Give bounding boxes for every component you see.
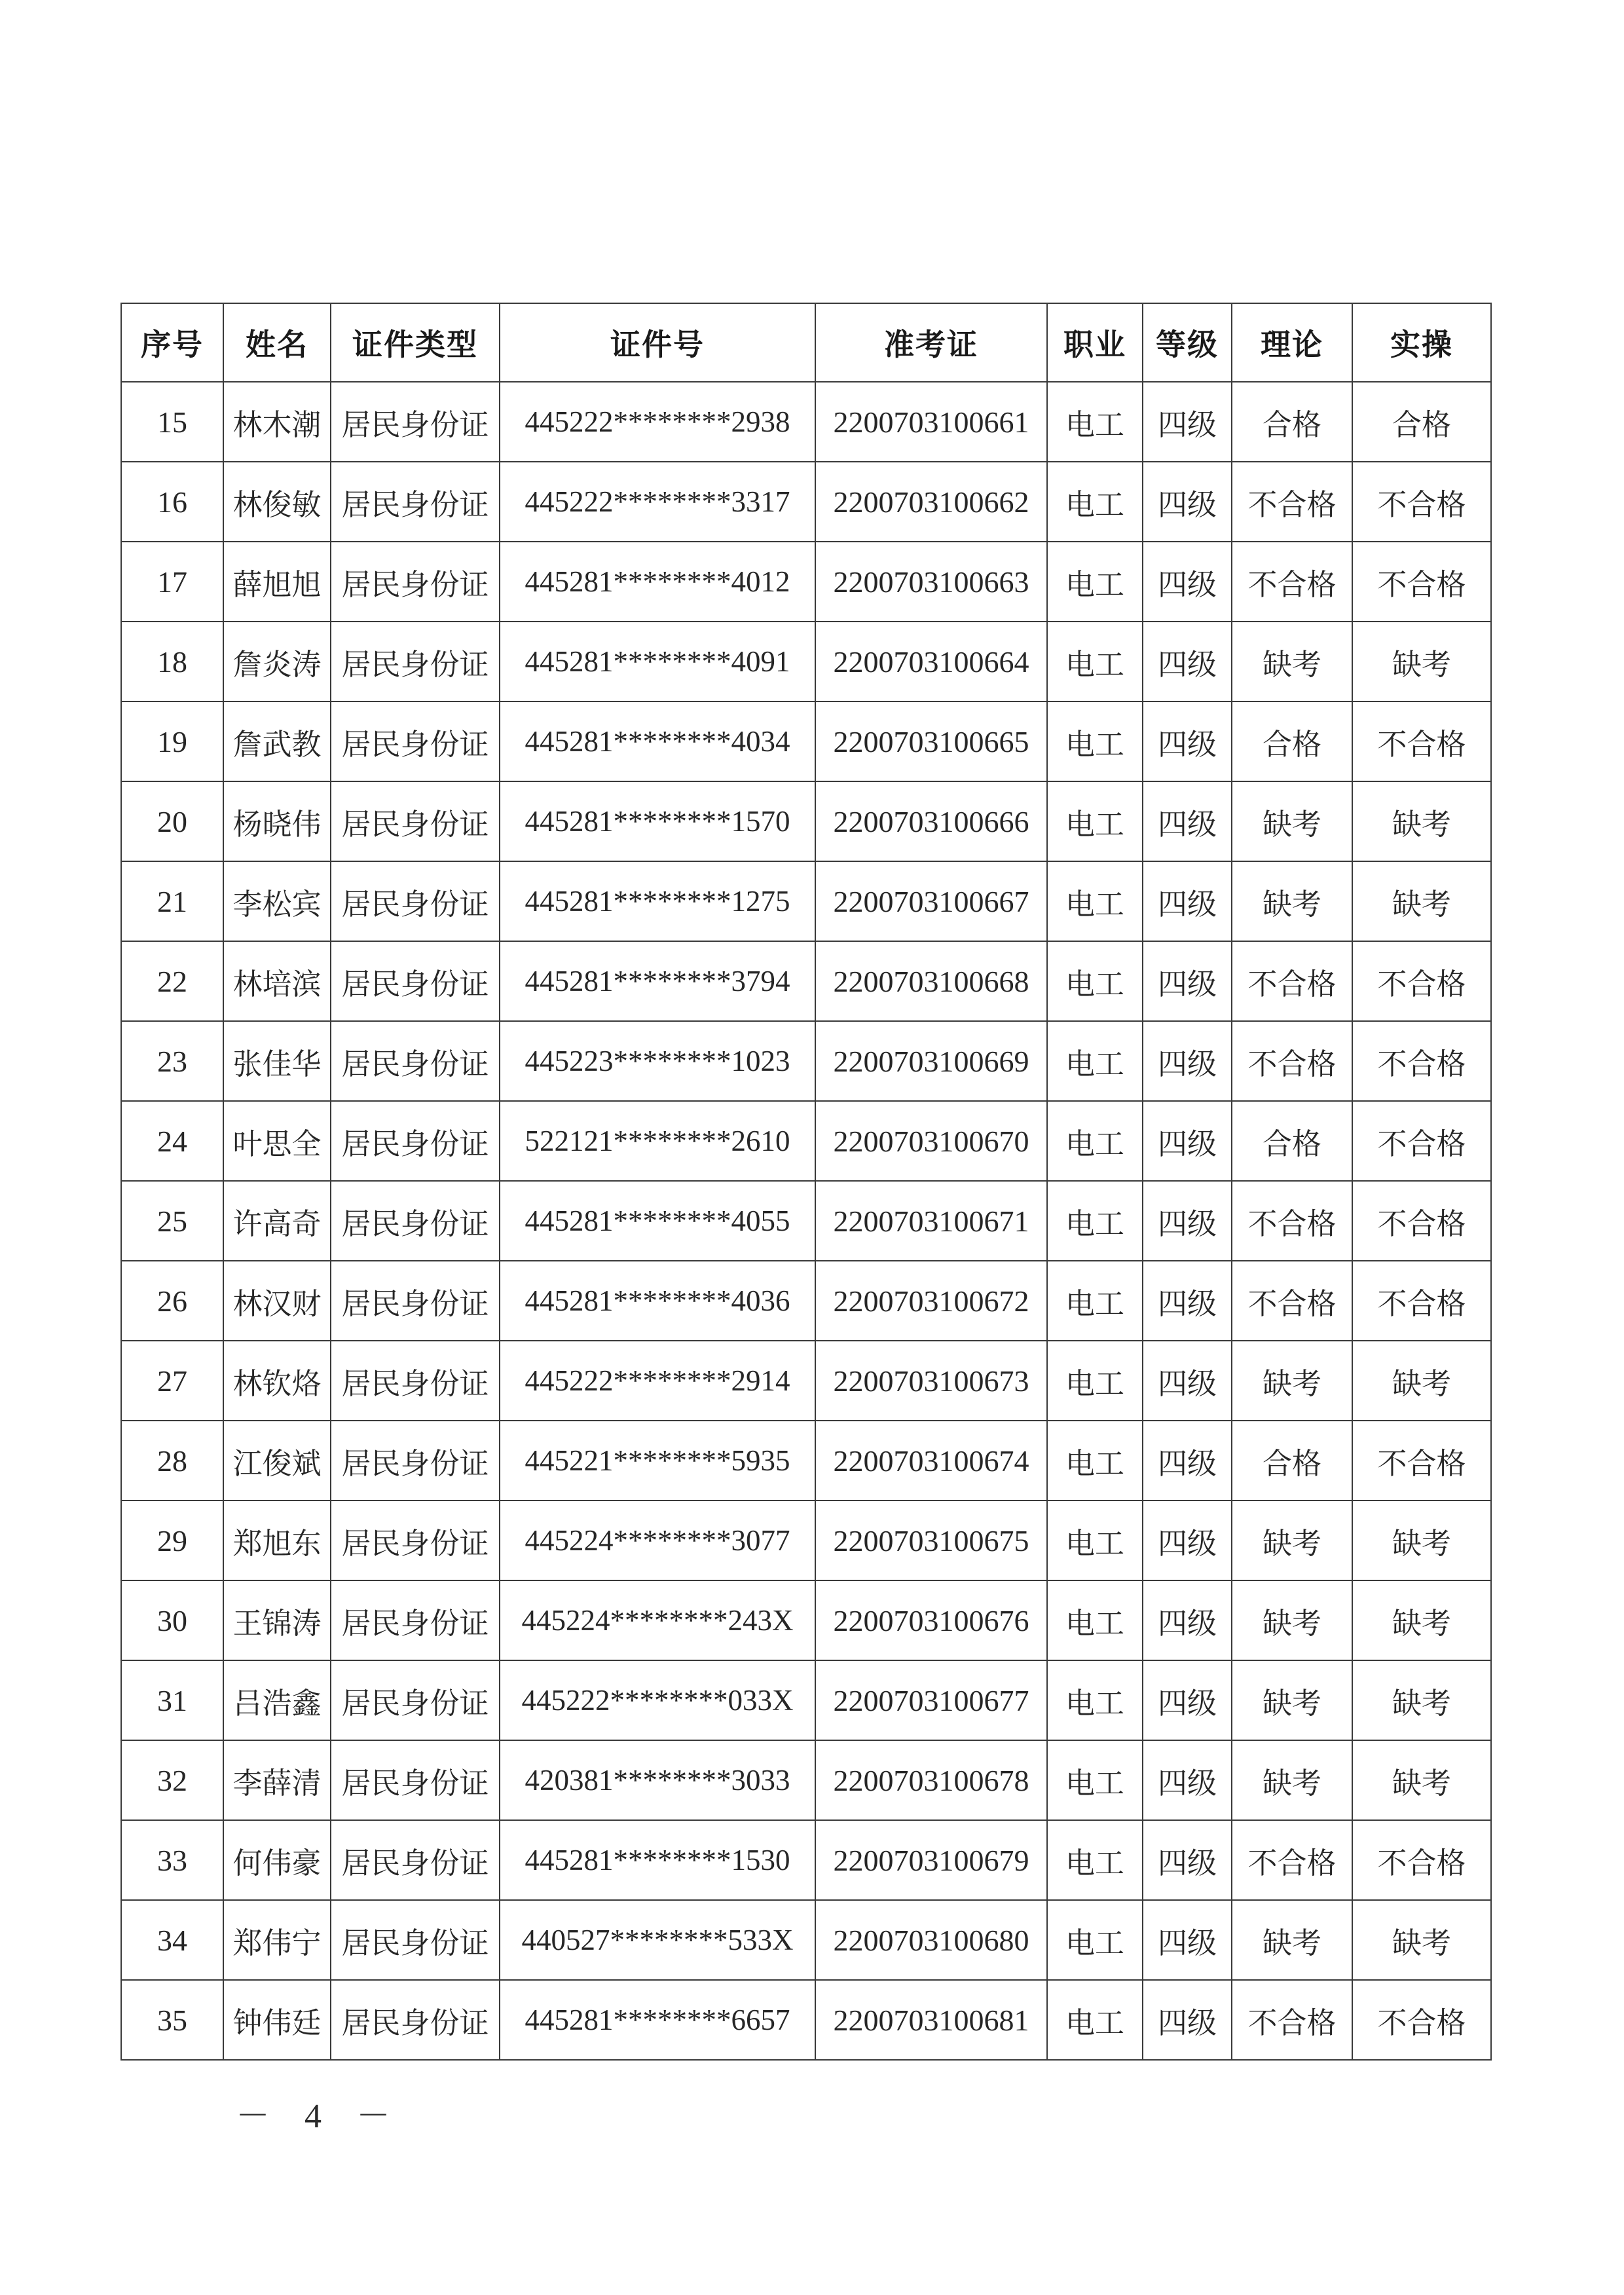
cell-seq: 27 <box>121 1341 223 1421</box>
header-occupation: 职业 <box>1047 303 1143 382</box>
cell-seq: 34 <box>121 1900 223 1980</box>
cell-level: 四级 <box>1143 1421 1232 1501</box>
cell-ticket: 2200703100669 <box>815 1021 1047 1101</box>
cell-seq: 24 <box>121 1101 223 1181</box>
table-row <box>121 1580 1491 1660</box>
table-row <box>121 1181 1491 1261</box>
cell-practice: 不合格 <box>1352 1101 1491 1181</box>
table-row <box>121 1421 1491 1501</box>
cell-ticket: 2200703100680 <box>815 1900 1047 1980</box>
cell-level: 四级 <box>1143 1900 1232 1980</box>
cell-occupation: 电工 <box>1047 1021 1143 1101</box>
table-row <box>121 941 1491 1021</box>
cell-practice: 不合格 <box>1352 1261 1491 1341</box>
cell-seq: 35 <box>121 1980 223 2060</box>
cell-seq: 26 <box>121 1261 223 1341</box>
table-row <box>121 861 1491 941</box>
table-row <box>121 1261 1491 1341</box>
cell-id-type: 居民身份证 <box>331 1820 500 1900</box>
cell-name: 许高奇 <box>223 1181 331 1261</box>
table-row <box>121 542 1491 622</box>
cell-name: 薛旭旭 <box>223 542 331 622</box>
cell-level: 四级 <box>1143 1021 1232 1101</box>
cell-ticket: 2200703100666 <box>815 781 1047 861</box>
cell-occupation: 电工 <box>1047 941 1143 1021</box>
cell-id-type: 居民身份证 <box>331 462 500 542</box>
cell-level: 四级 <box>1143 1740 1232 1820</box>
cell-practice: 缺考 <box>1352 861 1491 941</box>
table-row <box>121 1980 1491 2060</box>
cell-id-number: 522121********2610 <box>500 1101 815 1181</box>
cell-level: 四级 <box>1143 1501 1232 1580</box>
table-body <box>121 382 1491 2060</box>
cell-id-number: 445222********2914 <box>500 1341 815 1421</box>
cell-name: 李松宾 <box>223 861 331 941</box>
cell-id-type: 居民身份证 <box>331 781 500 861</box>
cell-seq: 20 <box>121 781 223 861</box>
cell-level: 四级 <box>1143 781 1232 861</box>
cell-seq: 23 <box>121 1021 223 1101</box>
cell-id-number: 420381********3033 <box>500 1740 815 1820</box>
cell-ticket: 2200703100670 <box>815 1101 1047 1181</box>
cell-name: 李薛清 <box>223 1740 331 1820</box>
cell-name: 何伟豪 <box>223 1820 331 1900</box>
cell-name: 钟伟廷 <box>223 1980 331 2060</box>
cell-name: 吕浩鑫 <box>223 1660 331 1740</box>
cell-id-number: 445223********1023 <box>500 1021 815 1101</box>
cell-id-type: 居民身份证 <box>331 382 500 462</box>
cell-occupation: 电工 <box>1047 1501 1143 1580</box>
table-row <box>121 701 1491 781</box>
table-row <box>121 1501 1491 1580</box>
cell-id-type: 居民身份证 <box>331 861 500 941</box>
table-row <box>121 1820 1491 1900</box>
table-row <box>121 1660 1491 1740</box>
cell-id-type: 居民身份证 <box>331 1261 500 1341</box>
header-id-number: 证件号 <box>500 303 815 382</box>
cell-occupation: 电工 <box>1047 1101 1143 1181</box>
cell-id-number: 445281********4036 <box>500 1261 815 1341</box>
cell-ticket: 2200703100675 <box>815 1501 1047 1580</box>
cell-ticket: 2200703100672 <box>815 1261 1047 1341</box>
cell-theory: 不合格 <box>1232 1181 1352 1261</box>
cell-level: 四级 <box>1143 1181 1232 1261</box>
header-name: 姓名 <box>223 303 331 382</box>
cell-seq: 17 <box>121 542 223 622</box>
cell-occupation: 电工 <box>1047 1261 1143 1341</box>
header-id-type: 证件类型 <box>331 303 500 382</box>
table-row <box>121 1900 1491 1980</box>
cell-name: 林汉财 <box>223 1261 331 1341</box>
cell-ticket: 2200703100668 <box>815 941 1047 1021</box>
cell-practice: 不合格 <box>1352 542 1491 622</box>
cell-name: 林木潮 <box>223 382 331 462</box>
exam-results-table <box>120 303 1492 2061</box>
table-row <box>121 1021 1491 1101</box>
cell-id-type: 居民身份证 <box>331 941 500 1021</box>
cell-seq: 33 <box>121 1820 223 1900</box>
cell-id-number: 445224********243X <box>500 1580 815 1660</box>
cell-id-number: 445221********5935 <box>500 1421 815 1501</box>
cell-practice: 不合格 <box>1352 701 1491 781</box>
cell-level: 四级 <box>1143 462 1232 542</box>
cell-name: 叶思全 <box>223 1101 331 1181</box>
cell-theory: 不合格 <box>1232 462 1352 542</box>
cell-ticket: 2200703100679 <box>815 1820 1047 1900</box>
cell-id-type: 居民身份证 <box>331 1341 500 1421</box>
cell-practice: 不合格 <box>1352 1980 1491 2060</box>
cell-occupation: 电工 <box>1047 382 1143 462</box>
cell-level: 四级 <box>1143 622 1232 701</box>
cell-theory: 不合格 <box>1232 941 1352 1021</box>
cell-occupation: 电工 <box>1047 1181 1143 1261</box>
cell-seq: 19 <box>121 701 223 781</box>
cell-id-type: 居民身份证 <box>331 1740 500 1820</box>
cell-occupation: 电工 <box>1047 781 1143 861</box>
cell-occupation: 电工 <box>1047 1980 1143 2060</box>
cell-occupation: 电工 <box>1047 701 1143 781</box>
cell-name: 詹炎涛 <box>223 622 331 701</box>
cell-level: 四级 <box>1143 1660 1232 1740</box>
cell-theory: 缺考 <box>1232 1580 1352 1660</box>
cell-level: 四级 <box>1143 542 1232 622</box>
cell-level: 四级 <box>1143 1980 1232 2060</box>
cell-id-type: 居民身份证 <box>331 1421 500 1501</box>
header-theory: 理论 <box>1232 303 1352 382</box>
cell-ticket: 2200703100665 <box>815 701 1047 781</box>
cell-id-type: 居民身份证 <box>331 622 500 701</box>
cell-ticket: 2200703100662 <box>815 462 1047 542</box>
cell-seq: 22 <box>121 941 223 1021</box>
cell-id-type: 居民身份证 <box>331 542 500 622</box>
cell-theory: 合格 <box>1232 1421 1352 1501</box>
cell-ticket: 2200703100663 <box>815 542 1047 622</box>
cell-practice: 缺考 <box>1352 1900 1491 1980</box>
page-number: － 4 － <box>236 2098 404 2135</box>
cell-occupation: 电工 <box>1047 861 1143 941</box>
cell-id-type: 居民身份证 <box>331 1101 500 1181</box>
table-header <box>121 303 1491 382</box>
cell-practice: 缺考 <box>1352 1580 1491 1660</box>
header-level: 等级 <box>1143 303 1232 382</box>
cell-id-type: 居民身份证 <box>331 1501 500 1580</box>
table-row <box>121 781 1491 861</box>
cell-id-type: 居民身份证 <box>331 1181 500 1261</box>
cell-ticket: 2200703100673 <box>815 1341 1047 1421</box>
table-row <box>121 622 1491 701</box>
cell-practice: 不合格 <box>1352 1181 1491 1261</box>
cell-name: 林俊敏 <box>223 462 331 542</box>
cell-ticket: 2200703100681 <box>815 1980 1047 2060</box>
cell-seq: 15 <box>121 382 223 462</box>
cell-id-number: 445222********2938 <box>500 382 815 462</box>
cell-occupation: 电工 <box>1047 1900 1143 1980</box>
cell-name: 詹武教 <box>223 701 331 781</box>
cell-practice: 不合格 <box>1352 462 1491 542</box>
cell-theory: 缺考 <box>1232 1341 1352 1421</box>
cell-id-number: 445281********4091 <box>500 622 815 701</box>
cell-name: 郑伟宁 <box>223 1900 331 1980</box>
cell-theory: 缺考 <box>1232 1501 1352 1580</box>
cell-id-type: 居民身份证 <box>331 1980 500 2060</box>
cell-level: 四级 <box>1143 1820 1232 1900</box>
cell-occupation: 电工 <box>1047 462 1143 542</box>
cell-name: 王锦涛 <box>223 1580 331 1660</box>
cell-theory: 不合格 <box>1232 542 1352 622</box>
cell-id-number: 445281********6657 <box>500 1980 815 2060</box>
cell-theory: 不合格 <box>1232 1980 1352 2060</box>
cell-seq: 31 <box>121 1660 223 1740</box>
cell-id-number: 445281********1530 <box>500 1820 815 1900</box>
cell-ticket: 2200703100676 <box>815 1580 1047 1660</box>
cell-id-number: 445224********3077 <box>500 1501 815 1580</box>
cell-seq: 25 <box>121 1181 223 1261</box>
cell-id-number: 445222********3317 <box>500 462 815 542</box>
table-row <box>121 462 1491 542</box>
cell-practice: 不合格 <box>1352 1820 1491 1900</box>
cell-level: 四级 <box>1143 1261 1232 1341</box>
cell-theory: 合格 <box>1232 701 1352 781</box>
table-row <box>121 382 1491 462</box>
cell-id-type: 居民身份证 <box>331 701 500 781</box>
cell-practice: 合格 <box>1352 382 1491 462</box>
header-seq: 序号 <box>121 303 223 382</box>
header-row <box>121 303 1491 382</box>
cell-seq: 30 <box>121 1580 223 1660</box>
cell-id-number: 445281********1570 <box>500 781 815 861</box>
header-practice: 实操 <box>1352 303 1491 382</box>
cell-seq: 21 <box>121 861 223 941</box>
cell-theory: 不合格 <box>1232 1261 1352 1341</box>
cell-ticket: 2200703100674 <box>815 1421 1047 1501</box>
cell-theory: 不合格 <box>1232 1820 1352 1900</box>
cell-seq: 29 <box>121 1501 223 1580</box>
cell-id-type: 居民身份证 <box>331 1021 500 1101</box>
cell-theory: 缺考 <box>1232 1660 1352 1740</box>
cell-level: 四级 <box>1143 701 1232 781</box>
cell-occupation: 电工 <box>1047 542 1143 622</box>
cell-seq: 32 <box>121 1740 223 1820</box>
cell-level: 四级 <box>1143 382 1232 462</box>
cell-theory: 缺考 <box>1232 622 1352 701</box>
cell-practice: 不合格 <box>1352 941 1491 1021</box>
cell-level: 四级 <box>1143 861 1232 941</box>
cell-id-number: 445281********3794 <box>500 941 815 1021</box>
cell-ticket: 2200703100664 <box>815 622 1047 701</box>
cell-id-type: 居民身份证 <box>331 1580 500 1660</box>
cell-occupation: 电工 <box>1047 1341 1143 1421</box>
cell-ticket: 2200703100677 <box>815 1660 1047 1740</box>
cell-occupation: 电工 <box>1047 1421 1143 1501</box>
table-row <box>121 1740 1491 1820</box>
cell-occupation: 电工 <box>1047 1740 1143 1820</box>
cell-practice: 缺考 <box>1352 1660 1491 1740</box>
cell-theory: 缺考 <box>1232 1740 1352 1820</box>
cell-name: 杨晓伟 <box>223 781 331 861</box>
cell-occupation: 电工 <box>1047 622 1143 701</box>
cell-seq: 18 <box>121 622 223 701</box>
cell-id-type: 居民身份证 <box>331 1900 500 1980</box>
cell-occupation: 电工 <box>1047 1580 1143 1660</box>
cell-id-number: 445222********033X <box>500 1660 815 1740</box>
cell-level: 四级 <box>1143 1341 1232 1421</box>
cell-id-number: 445281********1275 <box>500 861 815 941</box>
cell-occupation: 电工 <box>1047 1820 1143 1900</box>
cell-id-number: 440527********533X <box>500 1900 815 1980</box>
cell-name: 林培滨 <box>223 941 331 1021</box>
cell-ticket: 2200703100661 <box>815 382 1047 462</box>
header-ticket: 准考证 <box>815 303 1047 382</box>
cell-occupation: 电工 <box>1047 1660 1143 1740</box>
cell-theory: 合格 <box>1232 1101 1352 1181</box>
cell-practice: 不合格 <box>1352 1021 1491 1101</box>
cell-practice: 缺考 <box>1352 1740 1491 1820</box>
cell-id-number: 445281********4034 <box>500 701 815 781</box>
cell-practice: 缺考 <box>1352 1501 1491 1580</box>
cell-seq: 28 <box>121 1421 223 1501</box>
cell-ticket: 2200703100667 <box>815 861 1047 941</box>
cell-level: 四级 <box>1143 1580 1232 1660</box>
cell-practice: 缺考 <box>1352 622 1491 701</box>
cell-theory: 缺考 <box>1232 861 1352 941</box>
cell-name: 郑旭东 <box>223 1501 331 1580</box>
cell-name: 林钦烙 <box>223 1341 331 1421</box>
table-row <box>121 1341 1491 1421</box>
cell-id-number: 445281********4012 <box>500 542 815 622</box>
cell-theory: 缺考 <box>1232 781 1352 861</box>
cell-id-number: 445281********4055 <box>500 1181 815 1261</box>
cell-seq: 16 <box>121 462 223 542</box>
cell-practice: 缺考 <box>1352 1341 1491 1421</box>
cell-theory: 缺考 <box>1232 1900 1352 1980</box>
cell-name: 江俊斌 <box>223 1421 331 1501</box>
cell-practice: 缺考 <box>1352 781 1491 861</box>
cell-theory: 合格 <box>1232 382 1352 462</box>
cell-level: 四级 <box>1143 1101 1232 1181</box>
cell-theory: 不合格 <box>1232 1021 1352 1101</box>
cell-practice: 不合格 <box>1352 1421 1491 1501</box>
cell-ticket: 2200703100671 <box>815 1181 1047 1261</box>
cell-ticket: 2200703100678 <box>815 1740 1047 1820</box>
table-row <box>121 1101 1491 1181</box>
cell-level: 四级 <box>1143 941 1232 1021</box>
cell-name: 张佳华 <box>223 1021 331 1101</box>
cell-id-type: 居民身份证 <box>331 1660 500 1740</box>
